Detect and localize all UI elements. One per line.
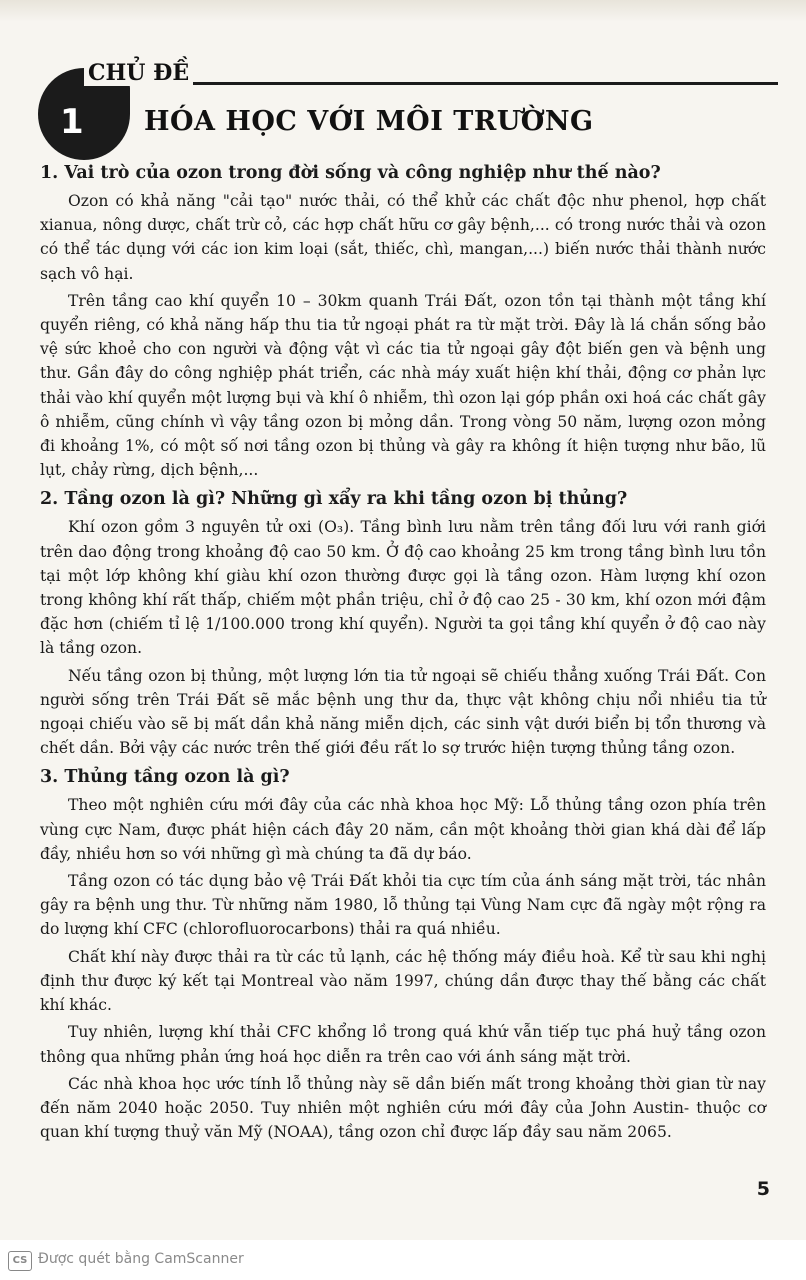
paragraph: Ozon có khả năng "cải tạo" nước thải, có thể khử các chất độc như phenol, hợp chất xianua, nông dược, chất trừ cỏ, các hợp chất hữu cơ gây bệnh,... có trong nước thải và ozon có thể tác dụng với các ion kim loại (sắt, thiếc, chì, mangan,...) biến nước thải thành nước sạch vô hại. — [40, 192, 766, 283]
camscanner-logo-icon: CS — [8, 1251, 32, 1271]
section-heading: 3. Thủng tầng ozon là gì? — [40, 767, 290, 788]
paragraph: Theo một nghiên cứu mới đây của các nhà khoa học Mỹ: Lỗ thủng tầng ozon phía trên vùng cực Nam, được phát hiện cách đây 20 năm, cần một khoảng thời gian khá dài để lấp đầy, nhiều hơn so với những gì mà chúng ta đã dự báo. — [40, 796, 766, 863]
section-1 — [40, 160, 766, 482]
scanner-footer — [0, 1240, 806, 1280]
page-number: 5 — [756, 1178, 770, 1200]
top-edge — [0, 0, 806, 22]
header-rule — [114, 82, 778, 85]
paragraph: Khí ozon gồm 3 nguyên tử oxi (O₃). Tầng bình lưu nằm trên tầng đối lưu với ranh giới trên dao động trong khoảng độ cao 50 km. Ở độ cao khoảng 25 km trong tầng bình lưu tồn tại một lớp không khí giàu khí ozon thường được gọi là tầng ozon. Hàm lượng khí ozon trong không khí rất thấp, chiếm một phần triệu, chỉ ở độ cao 25 - 30 km, khí ozon mới đậm đặc hơn (chiếm tỉ lệ 1/100.000 trong khí quyển). Người ta gọi tầng khí quyển ở độ cao này là tầng ozon. — [40, 518, 766, 658]
chapter-number: 1 — [60, 102, 84, 142]
chapter-title: HÓA HỌC VỚI MÔI TRƯỜNG — [144, 106, 594, 137]
chapter-header — [38, 56, 778, 156]
section-heading: 1. Vai trò của ozon trong đời sống và công nghiệp như thế nào? — [40, 163, 661, 183]
section-3 — [40, 764, 766, 1144]
page-content — [40, 160, 766, 1148]
paragraph: Nếu tầng ozon bị thủng, một lượng lớn tia tử ngoại sẽ chiếu thẳng xuống Trái Đất. Con người sống trên Trái Đất sẽ mắc bệnh ung thư da, thực vật không chịu nổi nhiều tia tử ngoại chiếu vào sẽ bị mất dần khả năng miễn dịch, các sinh vật dưới biển bị tổn thương và chết dần. Bởi vậy các nước trên thế giới đều rất lo sợ trước hiện tượng thủng tầng ozon. — [40, 666, 766, 758]
paragraph: Tầng ozon có tác dụng bảo vệ Trái Đất khỏi tia cực tím của ánh sáng mặt trời, tác nhân gây ra bệnh ung thư. Từ những năm 1980, lỗ thủng tại Vùng Nam cực đã ngày một rộng ra do lượng khí CFC (chlorofluorocarbons) thải ra quá nhiều. — [40, 872, 766, 939]
paragraph: Chất khí này được thải ra từ các tủ lạnh, các hệ thống máy điều hoà. Kể từ sau khi nghị định thư được ký kết tại Montreal vào năm 1997, chúng dần được thay thế bằng các chất khí khác. — [40, 947, 766, 1015]
paragraph: Tuy nhiên, lượng khí thải CFC khổng lồ trong quá khứ vẫn tiếp tục phá huỷ tầng ozon thông qua những phản ứng hoá học diễn ra trên cao với ánh sáng mặt trời. — [40, 1023, 766, 1066]
section-heading: 2. Tầng ozon là gì? Những gì xẩy ra khi tầng ozon bị thủng? — [40, 489, 628, 510]
paragraph: Trên tầng cao khí quyển 10 – 30km quanh Trái Đất, ozon tồn tại thành một tầng khí quyển riêng, có khả năng hấp thu tia tử ngoại phát ra từ mặt trời. Đây là lá chắn sống bảo vệ sức khoẻ cho con người và động vật vì các tia tử ngoại gây đột biến gen và bệnh ung thư. Gần đây do công nghiệp phát triển, các nhà máy xuất hiện khí thải, động cơ phản lực thải vào khí quyển một lượng bụi và khí ô nhiễm, thì ozon lại góp phần oxi hoá các chất gây ô nhiễm, cũng chính vì vậy tầng ozon bị mỏng dần. Trong vòng 50 năm, lượng ozon mỏng đi khoảng 1%, có một số nơi tầng ozon bị thủng và gây ra không ít hiện tượng như bão, lũ lụt, chảy rừng, dịch bệnh,... — [40, 291, 766, 480]
chapter-label: CHỦ ĐỀ — [84, 60, 193, 86]
section-2 — [40, 486, 766, 760]
scanner-watermark-text: Được quét bằng CamScanner — [38, 1251, 244, 1267]
paragraph: Các nhà khoa học ước tính lỗ thủng này sẽ dần biến mất trong khoảng thời gian từ nay đến năm 2040 hoặc 2050. Tuy nhiên một nghiên cứu mới đây của John Austin- thuộc cơ quan khí tượng thuỷ văn Mỹ (NOAA), tầng ozon chỉ được lấp đầy sau năm 2065. — [40, 1074, 766, 1142]
